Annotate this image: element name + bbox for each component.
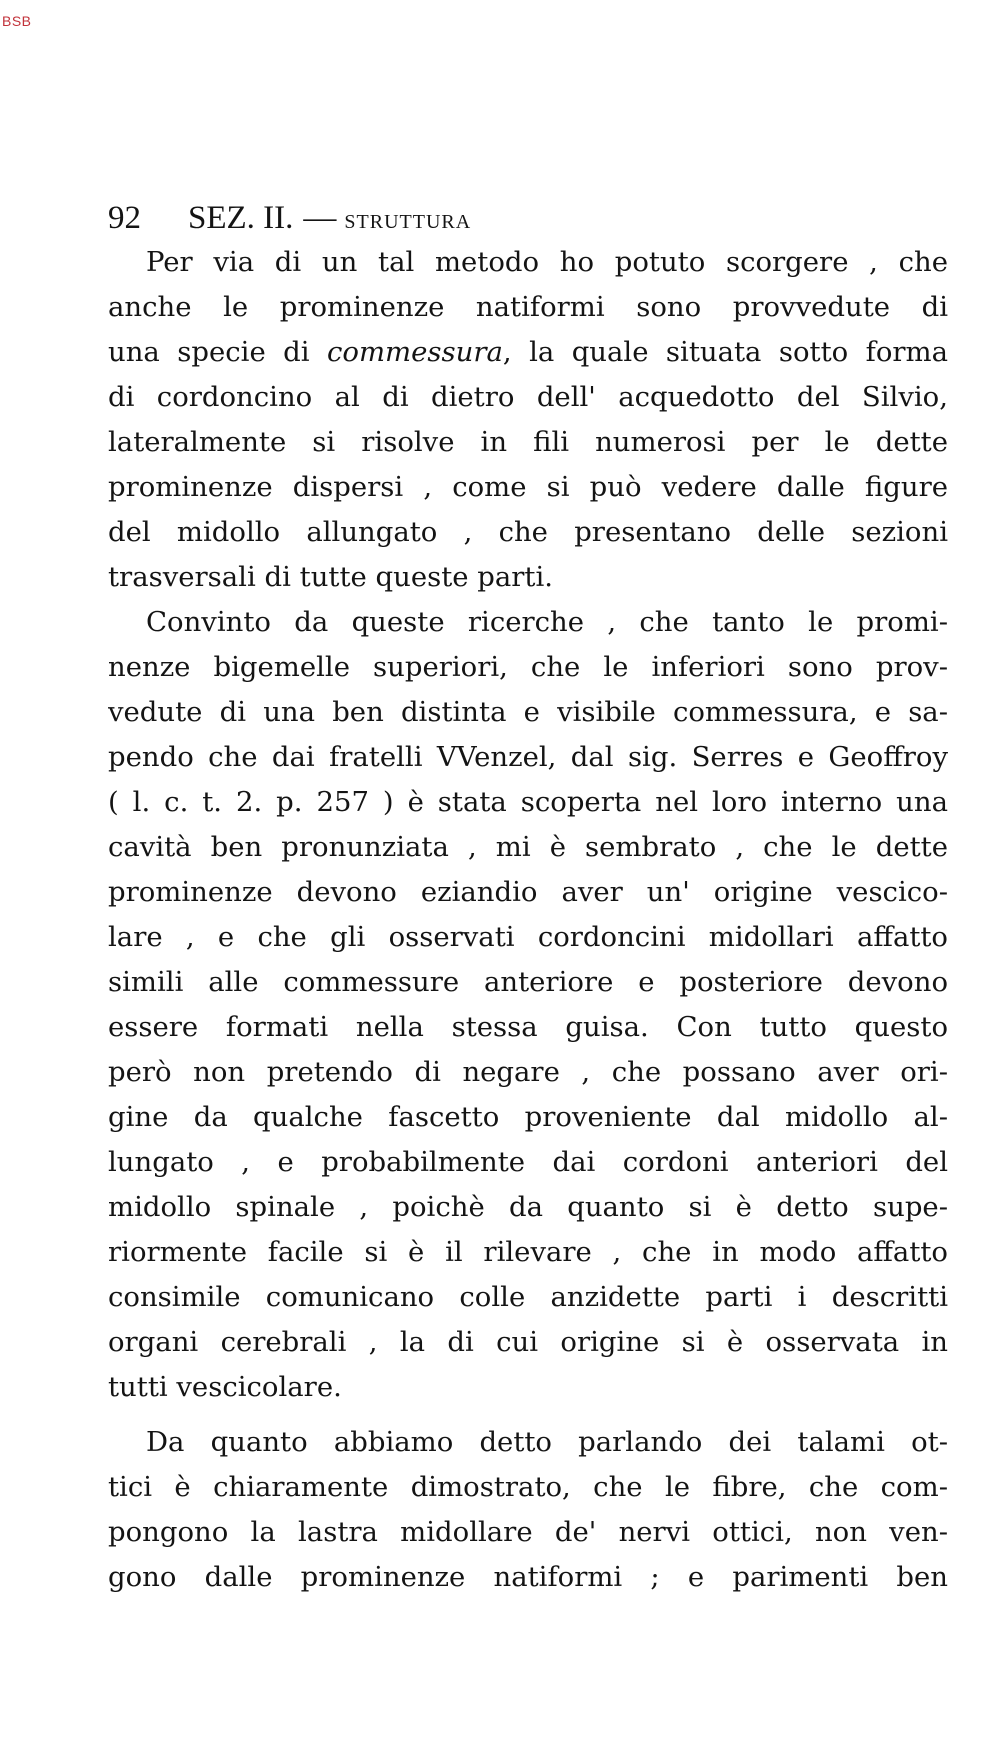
text-line: pongono la lastra midollare de' nervi ottici, non ven- [108, 1516, 948, 1548]
text-line: trasversali di tutte queste parti. [108, 561, 554, 593]
paragraph-2 [108, 600, 948, 1410]
text-line: pendo che dai fratelli VVenzel, dal sig. Serres e Geoffroy [108, 741, 948, 773]
text-line: prominenze dispersi , come si può vedere dalle figure [108, 471, 948, 503]
section-label: SEZ. II. [188, 200, 294, 236]
text-line: consimile comunicano colle anzidette parti i descritti [108, 1281, 948, 1313]
text-line: cavità ben pronunziata , mi è sembrato , che le dette [108, 831, 948, 863]
text-line: del midollo allungato , che presentano delle sezioni [108, 516, 948, 548]
text-line: Per via di un tal metodo ho potuto scorgere , che [146, 246, 948, 278]
text-line: ( l. c. t. 2. p. 257 ) è stata scoperta nel loro interno una [108, 786, 948, 818]
text-line: nenze bigemelle superiori, che le inferiori sono prov- [108, 651, 948, 683]
running-header [108, 198, 948, 242]
text-line: lateralmente si risolve in fili numerosi per le dette [108, 426, 948, 458]
paragraph-1 [108, 240, 948, 600]
text-run: , la quale situata sotto forma [502, 336, 948, 368]
text-line: tutti vescicolare. [108, 1371, 342, 1403]
text-line: riormente facile si è il rilevare , che in modo affatto [108, 1236, 948, 1268]
paragraph-3 [108, 1420, 948, 1600]
text-line: di cordoncino al di dietro dell' acquedotto del Silvio, [108, 381, 948, 413]
page-body [108, 240, 948, 1600]
running-title: STRUTTURA [344, 211, 472, 233]
text-line: però non pretendo di negare , che possano aver ori- [108, 1056, 948, 1088]
text-line: organi cerebrali , la di cui origine si è osservata in [108, 1326, 948, 1358]
header-dash: — [303, 200, 337, 236]
text-run: una specie di [108, 336, 328, 368]
text-line [108, 330, 948, 375]
text-line: lungato , e probabilmente dai cordoni anteriori del [108, 1146, 948, 1178]
text-line: tici è chiaramente dimostrato, che le fibre, che com- [108, 1471, 948, 1503]
text-line: vedute di una ben distinta e visibile commessura, e sa- [108, 696, 948, 728]
text-line: essere formati nella stessa guisa. Con tutto questo [108, 1011, 948, 1043]
library-stamp: BSB [2, 13, 32, 29]
page-number: 92 [108, 200, 141, 236]
text-line: gono dalle prominenze natiformi ; e parimenti ben [108, 1561, 948, 1593]
text-line: anche le prominenze natiformi sono provvedute di [108, 291, 948, 323]
text-line: Da quanto abbiamo detto parlando dei talami ot- [146, 1426, 948, 1458]
italic-term: commessura [327, 336, 503, 368]
text-line: midollo spinale , poichè da quanto si è detto supe- [108, 1191, 948, 1223]
paragraph-gap [108, 1410, 948, 1420]
text-line: simili alle commessure anteriore e posteriore devono [108, 966, 948, 998]
text-line: gine da qualche fascetto proveniente dal midollo al- [108, 1101, 948, 1133]
text-line: Convinto da queste ricerche , che tanto le promi- [146, 606, 948, 638]
text-line: lare , e che gli osservati cordoncini midollari affatto [108, 921, 948, 953]
text-line: prominenze devono eziandio aver un' origine vescico- [108, 876, 948, 908]
